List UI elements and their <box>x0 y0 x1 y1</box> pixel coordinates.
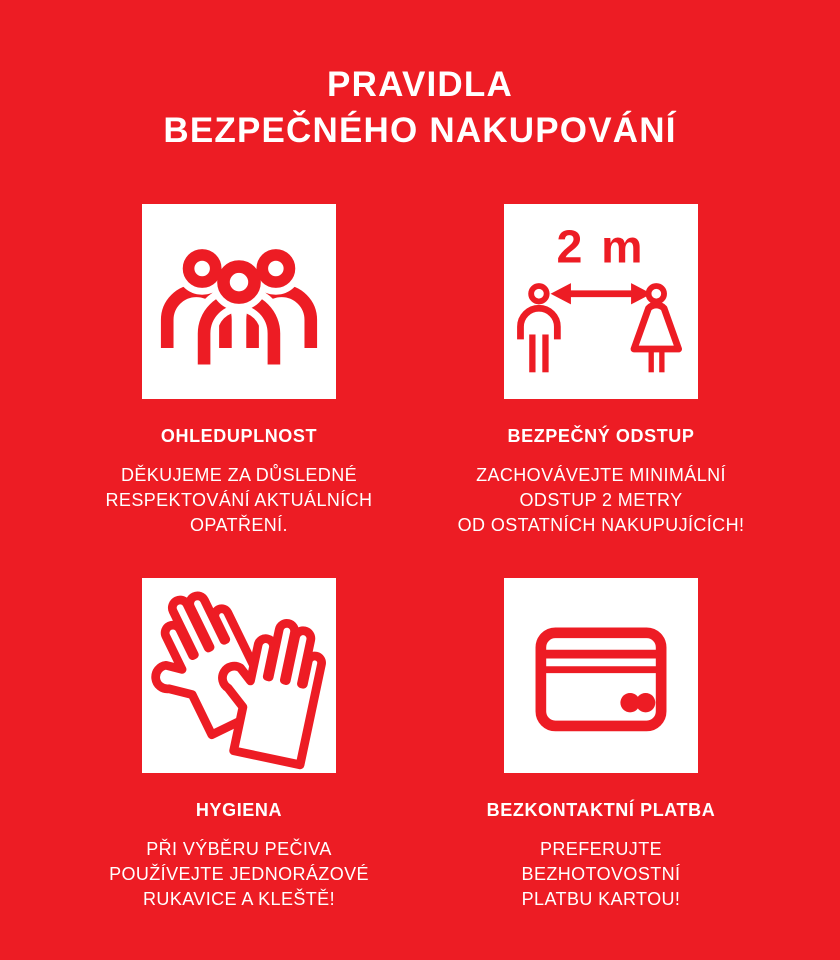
card-label: BEZPEČNÝ ODSTUP <box>507 426 695 446</box>
card-text: ZACHOVÁVEJTE MINIMÁLNÍ ODSTUP 2 METRY OD OSTATNÍCH NAKUPUJÍCÍCH! <box>457 465 745 535</box>
people-group-tile <box>142 204 336 399</box>
poster-title <box>0 0 840 154</box>
card-ohleduplnost <box>58 204 420 538</box>
card-text: PŘI VÝBĚRU PEČIVA POUŽÍVEJTE JEDNORÁZOVÉ RUKAVICE A KLEŠTĚ! <box>109 839 369 909</box>
gloves-tile <box>142 578 336 773</box>
card-bezpecny-odstup <box>420 204 782 538</box>
credit-card-tile <box>504 578 698 773</box>
people-group-icon <box>142 204 336 399</box>
card-hygiena <box>58 578 420 912</box>
double-arrow-icon <box>551 283 652 304</box>
distance-2m-icon <box>504 204 698 399</box>
card-bezkontaktni-platba <box>420 578 782 912</box>
gloves-icon <box>142 578 336 773</box>
distance-2m-tile <box>504 204 698 399</box>
poster-title-line2: BEZPEČNÉHO NAKUPOVÁNÍ <box>163 111 677 150</box>
man-figure-icon <box>520 286 557 372</box>
card-label: BEZKONTAKTNÍ PLATBA <box>486 800 716 820</box>
card-text: DĚKUJEME ZA DŮSLEDNÉ RESPEKTOVÁNÍ AKTUÁLNÍCH OPATŘENÍ. <box>105 465 373 535</box>
credit-card-icon <box>504 578 698 773</box>
card-label: OHLEDUPLNOST <box>160 426 318 446</box>
card-text: PREFERUJTE BEZHOTOVOSTNÍ PLATBU KARTOU! <box>521 839 681 909</box>
distance-value-label: 2 m <box>556 220 646 273</box>
card-label: HYGIENA <box>195 800 283 820</box>
rules-grid <box>0 204 840 952</box>
poster-title-line1: PRAVIDLA <box>327 65 513 104</box>
